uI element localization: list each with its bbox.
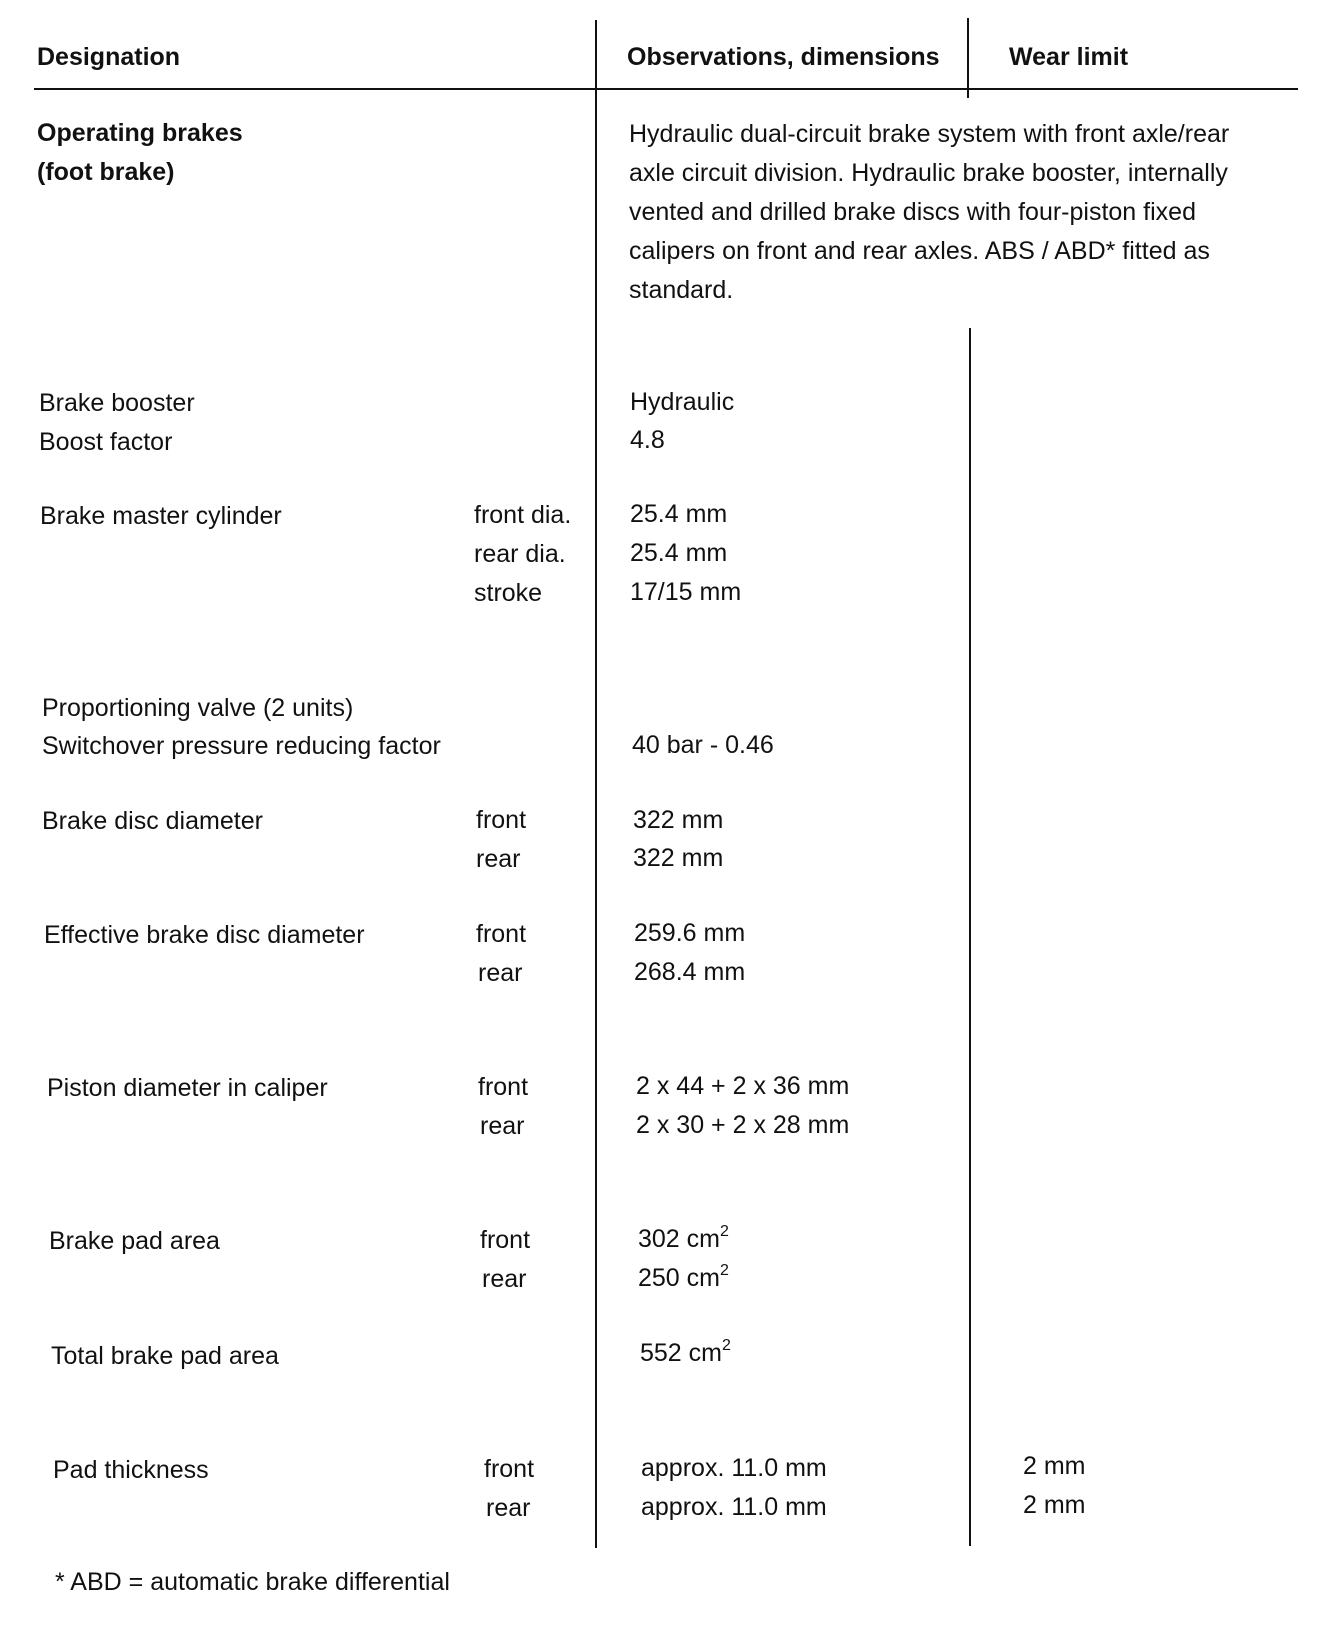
disc-diameter-label: Brake disc diameter	[42, 807, 263, 835]
brake-booster-value: Hydraulic	[630, 388, 735, 416]
switchover-pressure-label: Switchover pressure reducing factor	[42, 732, 441, 760]
brake-booster-label: Brake booster	[39, 389, 195, 417]
pad-area-rear-label: rear	[482, 1265, 527, 1293]
pad-thickness-rear-label: rear	[486, 1494, 531, 1522]
boost-factor-label: Boost factor	[39, 428, 173, 456]
master-cylinder-rear-value: 25.4 mm	[630, 539, 728, 567]
pad-thickness-front-wear: 2 mm	[1023, 1452, 1086, 1480]
proportioning-valve-label: Proportioning valve (2 units)	[42, 694, 354, 722]
effective-disc-label: Effective brake disc diameter	[44, 921, 365, 949]
master-cylinder-label: Brake master cylinder	[40, 502, 282, 530]
total-pad-area-label: Total brake pad area	[51, 1342, 279, 1370]
disc-diameter-front-label: front	[476, 806, 527, 834]
effective-disc-front-value: 259.6 mm	[634, 919, 746, 947]
piston-rear-value: 2 x 30 + 2 x 28 mm	[636, 1111, 850, 1139]
pad-thickness-front-label: front	[484, 1455, 535, 1483]
disc-diameter-rear-label: rear	[476, 845, 521, 873]
pad-thickness-label: Pad thickness	[53, 1456, 209, 1484]
vertical-rule-right-top	[967, 18, 969, 98]
pad-thickness-rear-value: approx. 11.0 mm	[641, 1493, 827, 1521]
pad-area-front-exponent: 2	[719, 1222, 729, 1240]
header-observations: Observations, dimensions	[627, 43, 940, 71]
header-wear-limit: Wear limit	[1009, 43, 1129, 71]
footnote: * ABD = automatic brake differential	[55, 1568, 450, 1596]
piston-front-label: front	[478, 1073, 529, 1101]
pad-area-label: Brake pad area	[49, 1227, 220, 1255]
pad-area-rear-exponent: 2	[719, 1261, 729, 1279]
pad-thickness-rear-wear: 2 mm	[1023, 1491, 1086, 1519]
vertical-rule-left	[595, 20, 597, 1548]
boost-factor-value: 4.8	[630, 426, 665, 454]
effective-disc-rear-label: rear	[478, 959, 523, 987]
piston-rear-label: rear	[480, 1112, 525, 1140]
total-pad-area-value: 552 $cm^2$	[640, 1336, 731, 1367]
piston-front-value: 2 x 44 + 2 x 36 mm	[636, 1072, 850, 1100]
operating-brakes-description: Hydraulic dual-circuit brake system with front axle/rear axle circuit division. Hydraulic brake booster, internally vented and drilled brake discs with four-piston fixed calipers on front and rear axles. ABS / ABD* fitted as standard.	[629, 120, 1230, 304]
master-cylinder-stroke-label: stroke	[474, 579, 543, 607]
switchover-pressure-value: 40 bar - 0.46	[632, 731, 774, 759]
master-cylinder-stroke-value: 17/15 mm	[630, 578, 742, 606]
piston-diameter-label: Piston diameter in caliper	[47, 1074, 328, 1102]
header-underline	[34, 88, 1298, 90]
total-pad-area-exponent: 2	[721, 1336, 731, 1354]
master-cylinder-front-value: 25.4 mm	[630, 500, 728, 528]
pad-area-rear-value: 250 $cm^2$	[638, 1261, 729, 1292]
pad-thickness-front-value: approx. 11.0 mm	[641, 1454, 827, 1482]
effective-disc-front-label: front	[476, 920, 527, 948]
pad-area-front-value: 302 $cm^2$	[638, 1222, 729, 1253]
effective-disc-rear-value: 268.4 mm	[634, 958, 746, 986]
vertical-rule-right-bottom	[969, 328, 971, 1546]
operating-brakes-subtitle: (foot brake)	[37, 158, 175, 186]
disc-diameter-rear-value: 322 mm	[633, 844, 724, 872]
pad-area-front-label: front	[480, 1226, 531, 1254]
header-designation: Designation	[37, 43, 181, 71]
master-cylinder-rear-label: rear dia.	[474, 540, 566, 568]
master-cylinder-front-label: front dia.	[474, 501, 572, 529]
disc-diameter-front-value: 322 mm	[633, 806, 724, 834]
operating-brakes-title: Operating brakes	[37, 119, 243, 147]
